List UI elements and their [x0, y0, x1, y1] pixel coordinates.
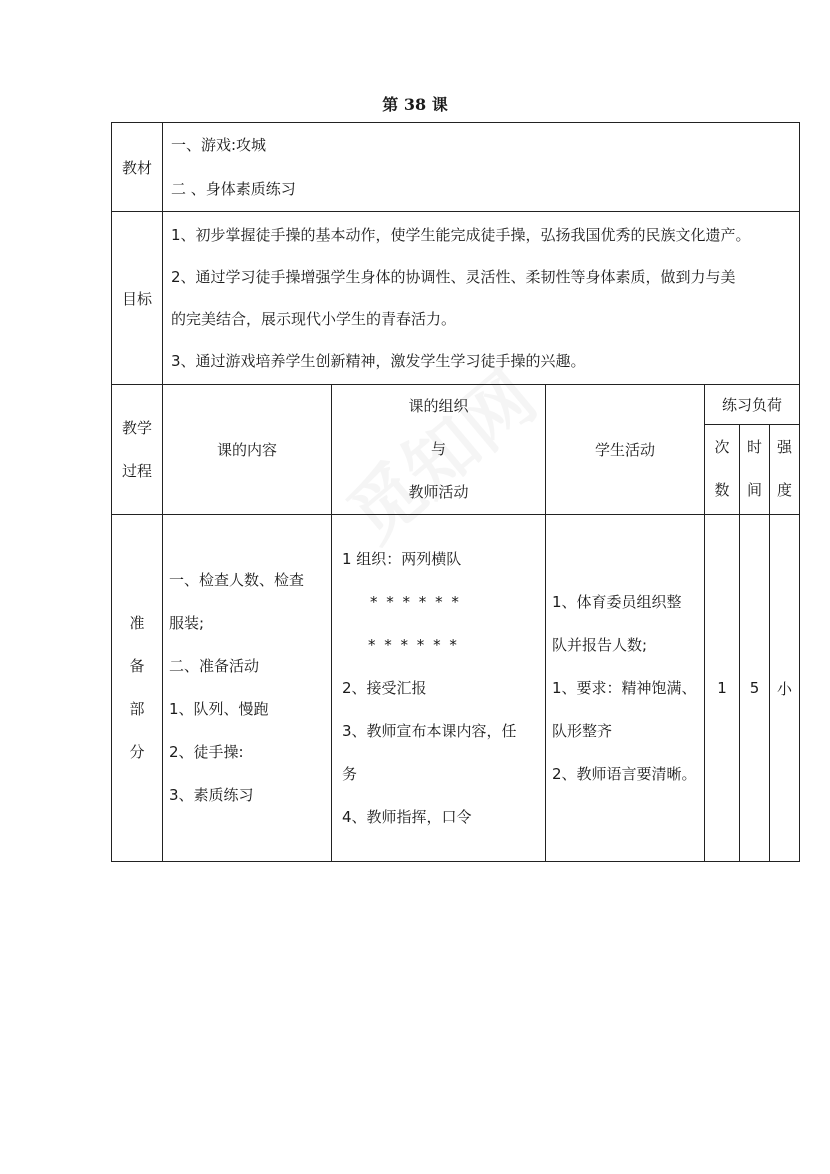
prep-content-line: 1、队列、慢跑: [169, 700, 269, 718]
material-row: [112, 123, 800, 212]
student-activity-header: 学生活动: [546, 385, 705, 515]
formation-row-1: * * * * * *: [370, 592, 461, 611]
formation-row-2: * * * * * *: [368, 635, 459, 654]
time-header: [740, 424, 770, 514]
content-header: 课的内容: [163, 385, 332, 515]
prep-organization-cell: [332, 515, 546, 862]
material-item-1: 一、游戏:攻城: [171, 136, 267, 154]
prep-row: [112, 515, 800, 862]
prep-student-cell: [546, 515, 705, 862]
organization-header-line-3: 教师活动: [408, 483, 469, 501]
prep-intensity: 小: [770, 515, 800, 862]
prep-organization-line: 1 组织：两列横队: [342, 549, 462, 568]
prep-student-line: 2、教师语言要清晰。: [552, 764, 697, 783]
prep-content-line: 2、徒手操:: [169, 743, 244, 761]
process-label: [112, 385, 163, 515]
material-item-2: 二 、身体素质练习: [171, 180, 296, 198]
count-header-line-2: 数: [714, 481, 730, 500]
goal-item-2: 2、通过学习徒手操增强学生身体的协调性、灵活性、柔韧性等身体素质，做到力与美: [171, 268, 736, 286]
prep-content-cell: [163, 515, 332, 862]
prep-section-char-2: 备: [129, 657, 145, 675]
prep-section-label: [112, 515, 163, 862]
goal-label: 目标: [112, 212, 163, 385]
process-header-row: [112, 385, 800, 425]
goal-item-2-cont: 的完美结合，展示现代小学生的青春活力。: [171, 310, 457, 328]
intensity-header-line-2: 度: [776, 481, 792, 500]
count-header: [705, 424, 740, 514]
material-cell: [163, 123, 800, 212]
prep-content-line: 3、素质练习: [169, 786, 254, 804]
goal-cell: [163, 212, 800, 385]
prep-section-char-3: 部: [129, 700, 145, 718]
goal-item-1: 1、初步掌握徒手操的基本动作，使学生能完成徒手操，弘扬我国优秀的民族文化遗产。: [171, 226, 751, 244]
material-label: 教材: [112, 123, 163, 212]
prep-section-char-1: 准: [129, 614, 145, 632]
prep-student-line: 1、体育委员组织整: [552, 592, 682, 611]
goal-row: [112, 212, 800, 385]
prep-student-line: 1、要求：精神饱满、: [552, 678, 697, 697]
prep-section-char-4: 分: [129, 743, 145, 761]
load-header: 练习负荷: [705, 385, 800, 425]
process-label-line-2: 过程: [121, 461, 152, 480]
count-header-line-1: 次: [714, 438, 730, 457]
organization-header-line-2: 与: [430, 440, 446, 458]
goal-item-3: 3、通过游戏培养学生创新精神，激发学生学习徒手操的兴趣。: [171, 352, 586, 370]
organization-header-line-1: 课的组织: [408, 397, 469, 415]
process-label-line-1: 教学: [121, 418, 152, 437]
prep-content-line: 二、准备活动: [169, 657, 260, 675]
prep-student-line: 队并报告人数;: [552, 635, 648, 654]
prep-content-line: 一、检查人数、检查: [169, 571, 305, 589]
prep-student-line: 队形整齐: [552, 721, 613, 740]
prep-organization-line: 3、教师宣布本课内容，任: [342, 721, 517, 740]
time-header-line-1: 时: [746, 438, 762, 457]
prep-organization-line: 2、接受汇报: [342, 678, 427, 697]
intensity-header: [770, 424, 800, 514]
lesson-table: [111, 122, 800, 862]
prep-count: 1: [705, 515, 740, 862]
intensity-header-line-1: 强: [776, 438, 792, 457]
prep-content-line: 服装;: [169, 614, 205, 632]
organization-header: [332, 385, 546, 515]
prep-organization-line: 务: [342, 764, 358, 783]
prep-organization-line: 4、教师指挥，口令: [342, 807, 472, 826]
time-header-line-2: 间: [746, 481, 762, 500]
page-title: 第 38 课: [382, 95, 448, 114]
prep-time: 5: [740, 515, 770, 862]
